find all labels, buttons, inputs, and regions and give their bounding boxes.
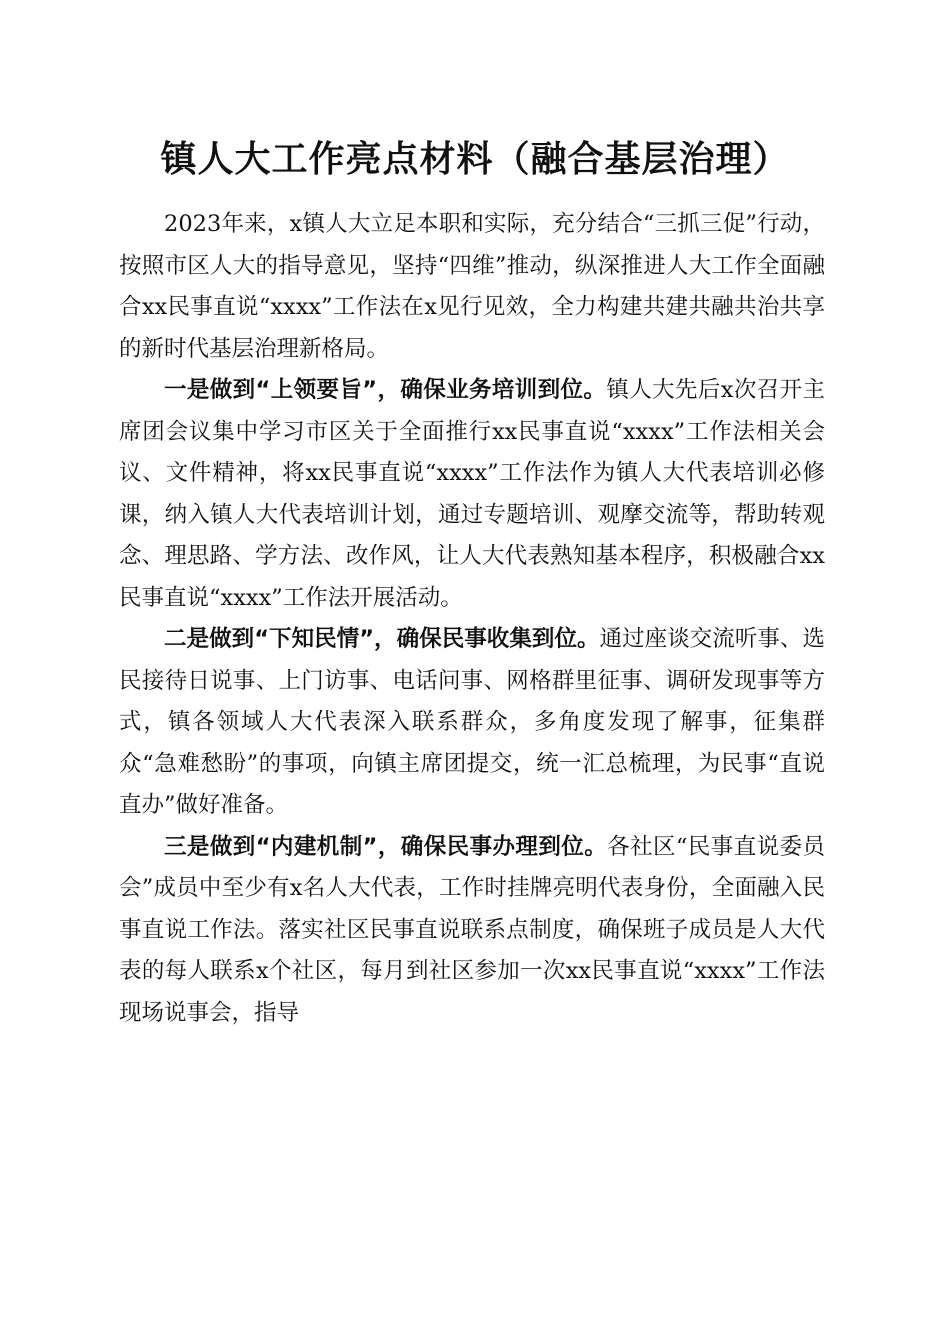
section-lead-3: 三是做到“内建机制”，确保民事办理到位。 xyxy=(164,833,608,860)
section-text-1: 镇人大先后x次召开主席团会议集中学习市区关于全面推行xx民事直说“xxxx”工作法相关会议、文件精神，将xx民事直说“xxxx”工作法作为镇人大代表培训必修课，纳入镇人大代表培训计划，通过专题培训、观摩交流等，帮助转观念、理思路、学方法、改作风，让人大代表熟知基本程序，积极融合xx民事直说“xxxx”工作法开展活动。 xyxy=(119,377,825,611)
document-title: 镇人大工作亮点材料（融合基层治理） xyxy=(160,139,790,180)
section-lead-2: 二是做到“下知民情”，确保民事收集到位。 xyxy=(164,626,600,652)
section-paragraph-1 xyxy=(119,370,825,619)
section-paragraph-3 xyxy=(119,827,825,1035)
intro-paragraph: 2023年来，x镇人大立足本职和实际，充分结合“三抓三促”行动，按照市区人大的指导意见，坚持“四维”推动，纵深推进人大工作全面融合xx民事直说“xxxx”工作法在x见行见效，全力构建共建共融共治共享的新时代基层治理新格局。 xyxy=(119,211,825,362)
document-body xyxy=(119,204,825,1034)
section-paragraph-2 xyxy=(119,619,825,827)
section-lead-1: 一是做到“上领要旨”，确保业务培训到位。 xyxy=(164,377,607,403)
section-text-2: 通过座谈交流听事、选民接待日说事、上门访事、电话问事、网格群里征事、调研发现事等方式，镇各领域人大代表深入联系群众，多角度发现了解事，征集群众“急难愁盼”的事项，向镇主席团提交，统一汇总梳理，为民事“直说直办”做好准备。 xyxy=(119,626,825,818)
section-text-3: 各社区“民事直说委员会”成员中至少有x名人大代表，工作时挂牌亮明代表身份，全面融入民事直说工作法。落实社区民事直说联系点制度，确保班子成员是人大代表的每人联系x个社区，每月到社区参加一次xx民事直说“xxxx”工作法现场说事会，指导 xyxy=(119,833,825,1026)
